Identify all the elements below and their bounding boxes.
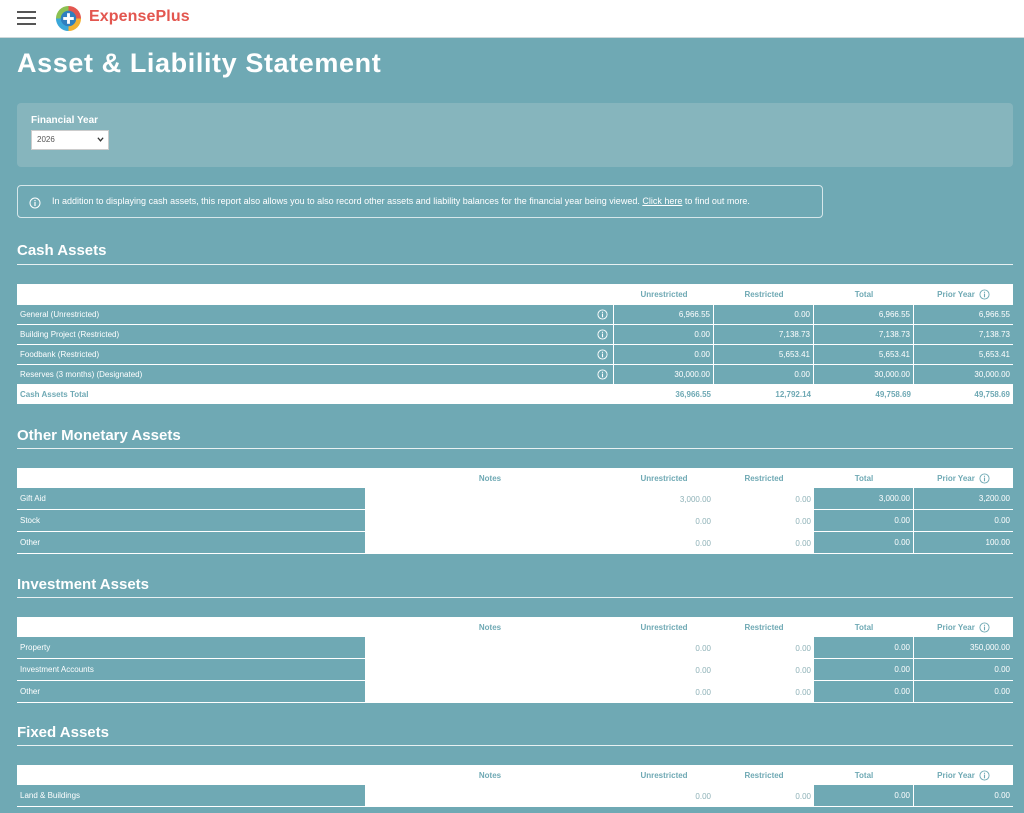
info-text: [52, 196, 750, 206]
restricted-input[interactable]: 0.00: [795, 687, 811, 697]
table-header: [17, 284, 1013, 304]
header-total: Total: [854, 622, 874, 632]
table-row: [17, 304, 1013, 324]
row-info-icon[interactable]: [592, 305, 614, 324]
financial-year-select[interactable]: [31, 130, 109, 150]
notes-input[interactable]: [365, 785, 615, 807]
table-header: [17, 468, 1013, 488]
row-label: Foodbank (Restricted): [20, 350, 100, 359]
table-row: [17, 659, 1013, 681]
total-value: 30,000.00: [814, 365, 914, 384]
notes-input[interactable]: [365, 532, 615, 554]
prior-year-info-icon[interactable]: [979, 770, 990, 781]
total-value: 7,138.73: [814, 325, 914, 344]
prior-year-value: 30,000.00: [974, 370, 1010, 379]
info-suffix: to find out more.: [682, 196, 750, 206]
section-divider: [17, 745, 1013, 746]
total-value: 0.00: [814, 659, 914, 681]
header-unrestricted: Unrestricted: [640, 473, 688, 483]
cash-assets-title: Cash Assets: [17, 242, 107, 259]
header-total: Total: [854, 770, 874, 780]
total-unrestricted: 36,966.55: [675, 389, 711, 399]
financial-year-value: 2026: [37, 135, 55, 144]
restricted-input[interactable]: 0.00: [795, 516, 811, 526]
top-bar: [0, 0, 1024, 38]
table-row: [17, 681, 1013, 703]
info-message: In addition to displaying cash assets, this report also allows you to also record other assets and liability balances for the financial year being viewed.: [52, 196, 640, 206]
restricted-value: 0.00: [714, 305, 814, 324]
header-prior-year: [914, 468, 1013, 488]
header-restricted: Restricted: [744, 770, 784, 780]
filter-panel: [17, 103, 1013, 167]
header-total: Total: [854, 473, 874, 483]
unrestricted-input[interactable]: 0.00: [695, 538, 711, 548]
prior-year-info-icon[interactable]: [979, 473, 990, 484]
section-divider: [17, 264, 1013, 265]
prior-year-value: 6,966.55: [978, 310, 1010, 319]
prior-year-value: 5,653.41: [978, 350, 1010, 359]
restricted-value: 5,653.41: [714, 345, 814, 364]
unrestricted-input[interactable]: 0.00: [695, 791, 711, 801]
restricted-value: 7,138.73: [714, 325, 814, 344]
total-value: 5,653.41: [814, 345, 914, 364]
row-label: Land & Buildings: [17, 785, 365, 807]
header-restricted: Restricted: [744, 473, 784, 483]
prior-year-input[interactable]: 350,000.00: [914, 637, 1013, 659]
other-monetary-title: Other Monetary Assets: [17, 427, 181, 444]
section-divider: [17, 448, 1013, 449]
row-info-icon[interactable]: [592, 325, 614, 344]
header-notes: Notes: [478, 622, 502, 632]
header-prior-year: [914, 765, 1013, 785]
restricted-value: 0.00: [714, 365, 814, 384]
header-notes: Notes: [478, 770, 502, 780]
row-label: Stock: [17, 510, 365, 532]
total-value: 6,966.55: [814, 305, 914, 324]
menu-icon[interactable]: [17, 11, 36, 26]
click-here-link[interactable]: Click here: [642, 196, 683, 206]
table-header: [17, 617, 1013, 637]
prior-year-info-icon[interactable]: [979, 289, 990, 300]
table-row: [17, 785, 1013, 807]
header-restricted: Restricted: [744, 622, 784, 632]
header-notes: Notes: [478, 473, 502, 483]
chevron-down-icon: [97, 136, 104, 143]
restricted-input[interactable]: 0.00: [795, 791, 811, 801]
total-value: 3,000.00: [814, 488, 914, 510]
unrestricted-value: 6,966.55: [614, 305, 714, 324]
total-label: Cash Assets Total: [20, 389, 89, 399]
header-total: Total: [854, 289, 874, 299]
total-value: 0.00: [814, 532, 914, 554]
unrestricted-value: 0.00: [614, 325, 714, 344]
row-label: Property: [17, 637, 365, 659]
unrestricted-input[interactable]: 3,000.00: [679, 494, 711, 504]
table-row: [17, 510, 1013, 532]
prior-year-input[interactable]: 0.00: [914, 510, 1013, 532]
investment-assets-title: Investment Assets: [17, 576, 149, 593]
financial-year-label: Financial Year: [31, 115, 99, 126]
unrestricted-value: 0.00: [614, 345, 714, 364]
prior-year-input[interactable]: 100.00: [914, 532, 1013, 554]
fixed-assets-title: Fixed Assets: [17, 724, 109, 741]
header-prior-year: [914, 284, 1013, 304]
total-row: [17, 384, 1013, 404]
unrestricted-input[interactable]: 0.00: [695, 665, 711, 675]
notes-input[interactable]: [365, 510, 615, 532]
row-label: Building Project (Restricted): [20, 330, 120, 339]
header-prior-year-label: Prior Year: [937, 289, 975, 299]
prior-year-value: 7,138.73: [978, 330, 1010, 339]
row-label: Reserves (3 months) (Designated): [20, 370, 143, 379]
row-label: Gift Aid: [17, 488, 365, 510]
table-row: [17, 364, 1013, 384]
prior-year-input[interactable]: 0.00: [914, 785, 1013, 807]
table-row: [17, 532, 1013, 554]
row-label: General (Unrestricted): [20, 310, 100, 319]
logo-icon: [55, 5, 82, 32]
unrestricted-input[interactable]: 0.00: [695, 643, 711, 653]
header-unrestricted: Unrestricted: [640, 770, 688, 780]
table-row: [17, 344, 1013, 364]
table-row: [17, 488, 1013, 510]
header-unrestricted: Unrestricted: [640, 289, 688, 299]
restricted-input[interactable]: 0.00: [795, 494, 811, 504]
unrestricted-input[interactable]: 0.00: [695, 516, 711, 526]
app-logo-text: ExpensePlus: [89, 8, 190, 25]
header-unrestricted: Unrestricted: [640, 622, 688, 632]
restricted-input[interactable]: 0.00: [795, 643, 811, 653]
table-row: [17, 324, 1013, 344]
header-prior-year: [914, 617, 1013, 637]
notes-input[interactable]: [365, 488, 615, 510]
section-divider: [17, 597, 1013, 598]
restricted-input[interactable]: 0.00: [795, 665, 811, 675]
prior-year-input[interactable]: 0.00: [914, 659, 1013, 681]
row-info-icon[interactable]: [592, 365, 614, 384]
prior-year-input[interactable]: 3,200.00: [914, 488, 1013, 510]
restricted-input[interactable]: 0.00: [795, 538, 811, 548]
prior-year-input[interactable]: 0.00: [914, 681, 1013, 703]
total-restricted: 12,792.14: [775, 389, 811, 399]
row-label: Investment Accounts: [17, 659, 365, 681]
notes-input[interactable]: [365, 637, 615, 659]
table-row: [17, 637, 1013, 659]
notes-input[interactable]: [365, 659, 615, 681]
info-notice: [17, 185, 823, 218]
header-prior-year-label: Prior Year: [937, 473, 975, 483]
row-label: Other: [17, 681, 365, 703]
header-prior-year-label: Prior Year: [937, 770, 975, 780]
unrestricted-value: 30,000.00: [614, 365, 714, 384]
info-icon: [29, 197, 41, 209]
total-value: 0.00: [814, 681, 914, 703]
prior-year-info-icon[interactable]: [979, 622, 990, 633]
table-header: [17, 765, 1013, 785]
notes-input[interactable]: [365, 681, 615, 703]
row-info-icon[interactable]: [592, 345, 614, 364]
header-prior-year-label: Prior Year: [937, 622, 975, 632]
total-total: 49,758.69: [875, 389, 911, 399]
total-value: 0.00: [814, 785, 914, 807]
row-label: Other: [17, 532, 365, 554]
total-value: 0.00: [814, 510, 914, 532]
total-value: 0.00: [814, 637, 914, 659]
header-restricted: Restricted: [744, 289, 784, 299]
page-title: Asset & Liability Statement: [17, 48, 382, 78]
unrestricted-input[interactable]: 0.00: [695, 687, 711, 697]
total-prior-year: 49,758.69: [974, 389, 1010, 399]
